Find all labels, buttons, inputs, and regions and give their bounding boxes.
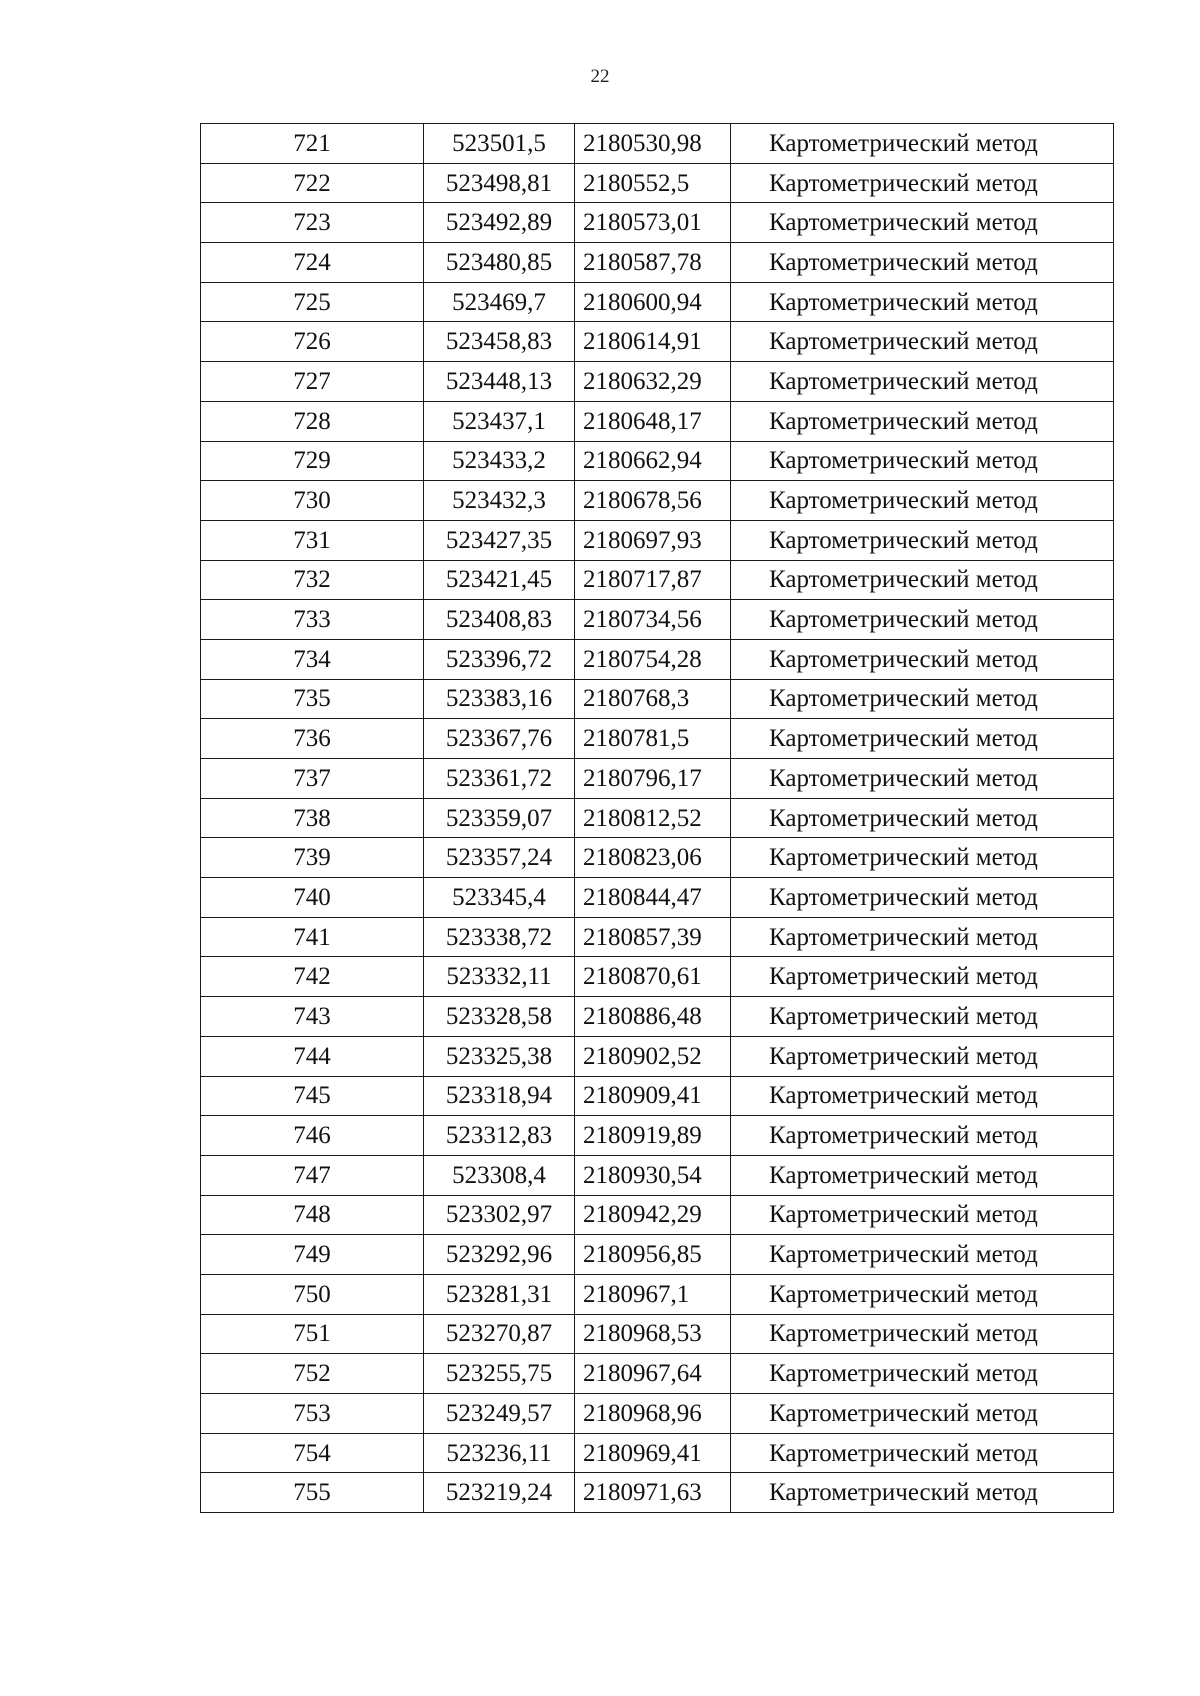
y-coordinate-cell: 2180678,56 xyxy=(575,481,731,521)
point-number-cell: 743 xyxy=(201,997,424,1037)
table-row xyxy=(201,1473,1114,1513)
point-number-cell: 735 xyxy=(201,679,424,719)
method-cell: Картометрический метод xyxy=(731,957,1114,997)
method-cell: Картометрический метод xyxy=(731,1433,1114,1473)
point-number-cell: 728 xyxy=(201,401,424,441)
x-coordinate-cell: 523367,76 xyxy=(424,719,575,759)
x-coordinate-cell: 523421,45 xyxy=(424,560,575,600)
y-coordinate-cell: 2180734,56 xyxy=(575,600,731,640)
method-cell: Картометрический метод xyxy=(731,1195,1114,1235)
table-row xyxy=(201,1354,1114,1394)
x-coordinate-cell: 523328,58 xyxy=(424,997,575,1037)
x-coordinate-cell: 523480,85 xyxy=(424,243,575,283)
y-coordinate-cell: 2180930,54 xyxy=(575,1155,731,1195)
method-cell: Картометрический метод xyxy=(731,759,1114,799)
method-cell: Картометрический метод xyxy=(731,679,1114,719)
table-row xyxy=(201,1076,1114,1116)
y-coordinate-cell: 2180754,28 xyxy=(575,639,731,679)
y-coordinate-cell: 2180768,3 xyxy=(575,679,731,719)
x-coordinate-cell: 523427,35 xyxy=(424,520,575,560)
y-coordinate-cell: 2180967,1 xyxy=(575,1274,731,1314)
x-coordinate-cell: 523383,16 xyxy=(424,679,575,719)
page-number: 22 xyxy=(590,66,610,87)
y-coordinate-cell: 2180968,96 xyxy=(575,1394,731,1434)
x-coordinate-cell: 523292,96 xyxy=(424,1235,575,1275)
table-row xyxy=(201,401,1114,441)
coordinates-table-body xyxy=(201,124,1114,1513)
method-cell: Картометрический метод xyxy=(731,917,1114,957)
point-number-cell: 751 xyxy=(201,1314,424,1354)
table-row xyxy=(201,639,1114,679)
y-coordinate-cell: 2180573,01 xyxy=(575,203,731,243)
table-row xyxy=(201,1116,1114,1156)
y-coordinate-cell: 2180942,29 xyxy=(575,1195,731,1235)
table-row xyxy=(201,203,1114,243)
method-cell: Картометрический метод xyxy=(731,1354,1114,1394)
point-number-cell: 726 xyxy=(201,322,424,362)
x-coordinate-cell: 523308,4 xyxy=(424,1155,575,1195)
point-number-cell: 723 xyxy=(201,203,424,243)
method-cell: Картометрический метод xyxy=(731,1036,1114,1076)
method-cell: Картометрический метод xyxy=(731,124,1114,164)
point-number-cell: 737 xyxy=(201,759,424,799)
table-row xyxy=(201,1235,1114,1275)
point-number-cell: 748 xyxy=(201,1195,424,1235)
method-cell: Картометрический метод xyxy=(731,639,1114,679)
method-cell: Картометрический метод xyxy=(731,1274,1114,1314)
method-cell: Картометрический метод xyxy=(731,322,1114,362)
y-coordinate-cell: 2180552,5 xyxy=(575,163,731,203)
point-number-cell: 742 xyxy=(201,957,424,997)
point-number-cell: 749 xyxy=(201,1235,424,1275)
table-row xyxy=(201,917,1114,957)
table-row xyxy=(201,243,1114,283)
y-coordinate-cell: 2180956,85 xyxy=(575,1235,731,1275)
point-number-cell: 754 xyxy=(201,1433,424,1473)
y-coordinate-cell: 2180796,17 xyxy=(575,759,731,799)
method-cell: Картометрический метод xyxy=(731,1394,1114,1434)
table-row xyxy=(201,600,1114,640)
table-row xyxy=(201,560,1114,600)
x-coordinate-cell: 523270,87 xyxy=(424,1314,575,1354)
y-coordinate-cell: 2180632,29 xyxy=(575,362,731,402)
point-number-cell: 721 xyxy=(201,124,424,164)
x-coordinate-cell: 523437,1 xyxy=(424,401,575,441)
point-number-cell: 731 xyxy=(201,520,424,560)
method-cell: Картометрический метод xyxy=(731,1473,1114,1513)
y-coordinate-cell: 2180530,98 xyxy=(575,124,731,164)
method-cell: Картометрический метод xyxy=(731,441,1114,481)
y-coordinate-cell: 2180781,5 xyxy=(575,719,731,759)
y-coordinate-cell: 2180971,63 xyxy=(575,1473,731,1513)
y-coordinate-cell: 2180600,94 xyxy=(575,282,731,322)
table-row xyxy=(201,798,1114,838)
y-coordinate-cell: 2180697,93 xyxy=(575,520,731,560)
point-number-cell: 732 xyxy=(201,560,424,600)
x-coordinate-cell: 523498,81 xyxy=(424,163,575,203)
point-number-cell: 745 xyxy=(201,1076,424,1116)
x-coordinate-cell: 523432,3 xyxy=(424,481,575,521)
x-coordinate-cell: 523236,11 xyxy=(424,1433,575,1473)
point-number-cell: 724 xyxy=(201,243,424,283)
x-coordinate-cell: 523318,94 xyxy=(424,1076,575,1116)
x-coordinate-cell: 523345,4 xyxy=(424,878,575,918)
method-cell: Картометрический метод xyxy=(731,719,1114,759)
y-coordinate-cell: 2180870,61 xyxy=(575,957,731,997)
point-number-cell: 733 xyxy=(201,600,424,640)
method-cell: Картометрический метод xyxy=(731,163,1114,203)
table-row xyxy=(201,124,1114,164)
table-row xyxy=(201,481,1114,521)
table-row xyxy=(201,1274,1114,1314)
y-coordinate-cell: 2180857,39 xyxy=(575,917,731,957)
table-row xyxy=(201,957,1114,997)
point-number-cell: 750 xyxy=(201,1274,424,1314)
table-row xyxy=(201,997,1114,1037)
x-coordinate-cell: 523312,83 xyxy=(424,1116,575,1156)
point-number-cell: 729 xyxy=(201,441,424,481)
table-row xyxy=(201,1433,1114,1473)
x-coordinate-cell: 523332,11 xyxy=(424,957,575,997)
method-cell: Картометрический метод xyxy=(731,203,1114,243)
x-coordinate-cell: 523501,5 xyxy=(424,124,575,164)
method-cell: Картометрический метод xyxy=(731,1076,1114,1116)
x-coordinate-cell: 523396,72 xyxy=(424,639,575,679)
table-row xyxy=(201,322,1114,362)
table-row xyxy=(201,679,1114,719)
method-cell: Картометрический метод xyxy=(731,997,1114,1037)
point-number-cell: 746 xyxy=(201,1116,424,1156)
y-coordinate-cell: 2180969,41 xyxy=(575,1433,731,1473)
y-coordinate-cell: 2180823,06 xyxy=(575,838,731,878)
x-coordinate-cell: 523492,89 xyxy=(424,203,575,243)
point-number-cell: 730 xyxy=(201,481,424,521)
table-row xyxy=(201,1195,1114,1235)
x-coordinate-cell: 523249,57 xyxy=(424,1394,575,1434)
table-row xyxy=(201,838,1114,878)
table-row xyxy=(201,282,1114,322)
point-number-cell: 722 xyxy=(201,163,424,203)
method-cell: Картометрический метод xyxy=(731,282,1114,322)
x-coordinate-cell: 523359,07 xyxy=(424,798,575,838)
method-cell: Картометрический метод xyxy=(731,243,1114,283)
method-cell: Картометрический метод xyxy=(731,878,1114,918)
y-coordinate-cell: 2180902,52 xyxy=(575,1036,731,1076)
y-coordinate-cell: 2180886,48 xyxy=(575,997,731,1037)
point-number-cell: 744 xyxy=(201,1036,424,1076)
method-cell: Картометрический метод xyxy=(731,481,1114,521)
point-number-cell: 727 xyxy=(201,362,424,402)
table-row xyxy=(201,1394,1114,1434)
method-cell: Картометрический метод xyxy=(731,520,1114,560)
method-cell: Картометрический метод xyxy=(731,1155,1114,1195)
point-number-cell: 736 xyxy=(201,719,424,759)
table-row xyxy=(201,1155,1114,1195)
point-number-cell: 741 xyxy=(201,917,424,957)
table-row xyxy=(201,1314,1114,1354)
point-number-cell: 738 xyxy=(201,798,424,838)
x-coordinate-cell: 523357,24 xyxy=(424,838,575,878)
method-cell: Картометрический метод xyxy=(731,560,1114,600)
y-coordinate-cell: 2180614,91 xyxy=(575,322,731,362)
x-coordinate-cell: 523361,72 xyxy=(424,759,575,799)
y-coordinate-cell: 2180662,94 xyxy=(575,441,731,481)
coordinates-table xyxy=(200,123,1114,1513)
point-number-cell: 734 xyxy=(201,639,424,679)
point-number-cell: 740 xyxy=(201,878,424,918)
y-coordinate-cell: 2180648,17 xyxy=(575,401,731,441)
point-number-cell: 739 xyxy=(201,838,424,878)
x-coordinate-cell: 523408,83 xyxy=(424,600,575,640)
x-coordinate-cell: 523255,75 xyxy=(424,1354,575,1394)
x-coordinate-cell: 523219,24 xyxy=(424,1473,575,1513)
y-coordinate-cell: 2180919,89 xyxy=(575,1116,731,1156)
x-coordinate-cell: 523469,7 xyxy=(424,282,575,322)
y-coordinate-cell: 2180717,87 xyxy=(575,560,731,600)
table-row xyxy=(201,1036,1114,1076)
method-cell: Картометрический метод xyxy=(731,600,1114,640)
y-coordinate-cell: 2180844,47 xyxy=(575,878,731,918)
table-row xyxy=(201,520,1114,560)
point-number-cell: 753 xyxy=(201,1394,424,1434)
table-row xyxy=(201,441,1114,481)
y-coordinate-cell: 2180967,64 xyxy=(575,1354,731,1394)
method-cell: Картометрический метод xyxy=(731,362,1114,402)
point-number-cell: 755 xyxy=(201,1473,424,1513)
table-row xyxy=(201,878,1114,918)
table-row xyxy=(201,163,1114,203)
x-coordinate-cell: 523448,13 xyxy=(424,362,575,402)
y-coordinate-cell: 2180812,52 xyxy=(575,798,731,838)
method-cell: Картометрический метод xyxy=(731,838,1114,878)
table-row xyxy=(201,719,1114,759)
x-coordinate-cell: 523458,83 xyxy=(424,322,575,362)
x-coordinate-cell: 523325,38 xyxy=(424,1036,575,1076)
point-number-cell: 725 xyxy=(201,282,424,322)
x-coordinate-cell: 523338,72 xyxy=(424,917,575,957)
point-number-cell: 747 xyxy=(201,1155,424,1195)
y-coordinate-cell: 2180968,53 xyxy=(575,1314,731,1354)
point-number-cell: 752 xyxy=(201,1354,424,1394)
y-coordinate-cell: 2180909,41 xyxy=(575,1076,731,1116)
table-row xyxy=(201,759,1114,799)
method-cell: Картометрический метод xyxy=(731,798,1114,838)
x-coordinate-cell: 523302,97 xyxy=(424,1195,575,1235)
method-cell: Картометрический метод xyxy=(731,401,1114,441)
method-cell: Картометрический метод xyxy=(731,1116,1114,1156)
method-cell: Картометрический метод xyxy=(731,1314,1114,1354)
x-coordinate-cell: 523281,31 xyxy=(424,1274,575,1314)
x-coordinate-cell: 523433,2 xyxy=(424,441,575,481)
method-cell: Картометрический метод xyxy=(731,1235,1114,1275)
table-row xyxy=(201,362,1114,402)
y-coordinate-cell: 2180587,78 xyxy=(575,243,731,283)
